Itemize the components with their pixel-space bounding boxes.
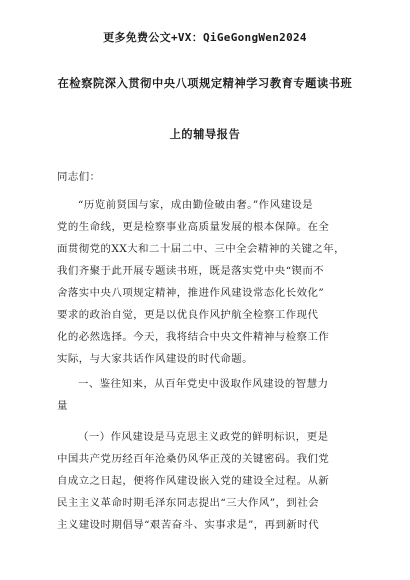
- body-line: 我们齐聚于此开展专题读书班，既是落实党中央“锲而不: [57, 265, 325, 277]
- body-line: 党的生命线，更是检察事业高质量发展的根本保障。在全: [57, 221, 330, 233]
- page-header: 更多免费公文+VX：QiGeGongWen2024: [103, 31, 307, 44]
- section-heading: 一、鉴往知来，从百年党史中汲取作风建设的智慧力: [78, 378, 329, 390]
- body-line: “历览前贤国与家，成由勤俭破由奢。”作风建设是: [78, 199, 314, 211]
- document-title: 在检察院深入贯彻中央八项规定精神学习教育专题读书班: [57, 76, 353, 90]
- section-heading-continued: 量: [57, 400, 68, 412]
- body-line: （一）作风建设是马克思主义政党的鲜明标识，更是: [78, 431, 329, 443]
- body-line: 中国共产党历经百年沧桑仍风华正茂的关键密码。我们党: [57, 453, 330, 465]
- document-title-continued: 上的辅导报告: [169, 127, 241, 141]
- body-line: 面贯彻党的XX大和二十届二中、三中全会精神的关键之年，: [57, 243, 346, 255]
- body-line: 化的必然选择。今天，我将结合中央文件精神与检察工作: [57, 331, 330, 343]
- body-line: 要求的政治自觉，更是以优良作风护航全检察工作现代: [57, 309, 319, 321]
- body-line: 民主主义革命时期毛泽东同志提出“三大作风”，到社会: [57, 497, 320, 509]
- salutation: 同志们：: [57, 171, 101, 183]
- body-line: 自成立之日起，便将作风建设嵌入党的建设全过程。从新: [57, 475, 330, 487]
- body-line: 主义建设时期倡导“艰苦奋斗、实事求是”，再到新时代: [57, 519, 320, 531]
- body-line: 舍落实中央八项规定精神，推进作风建设常态化长效化”: [57, 287, 325, 299]
- body-line: 实际，与大家共话作风建设的时代命题。: [57, 353, 254, 365]
